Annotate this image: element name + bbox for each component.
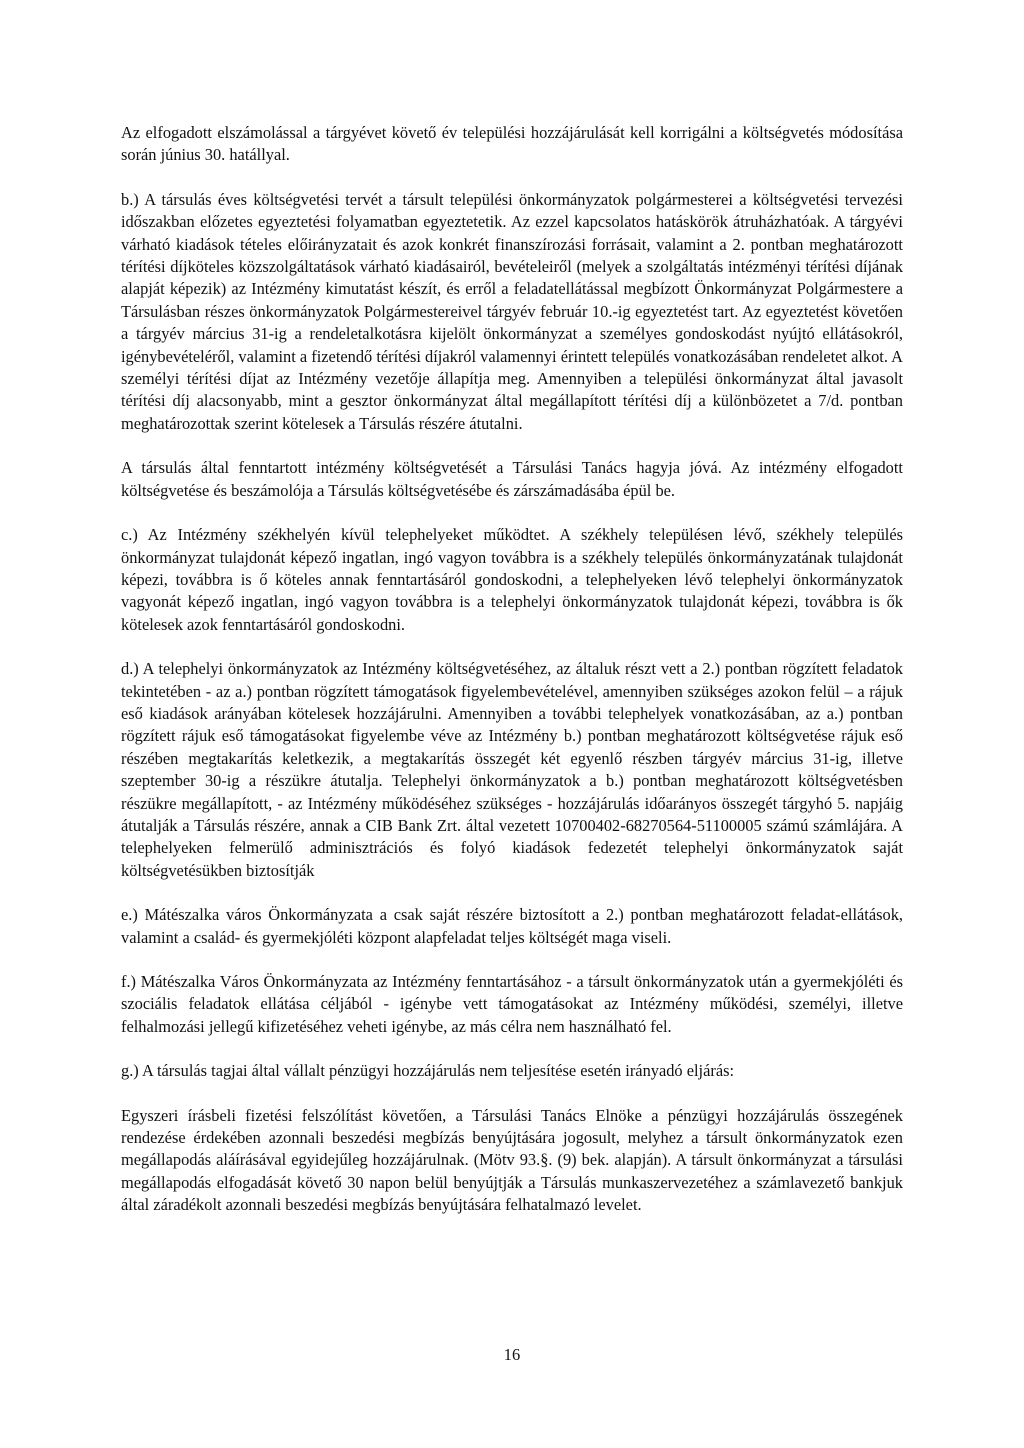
paragraph-intezmeny-koltsegvetes: A társulás által fenntartott intézmény költségvetését a Társulási Tanács hagyja jóvá. Az intézmény elfogadott költségvetése és beszámolója a Társulás költségvetésébe és zárszámadásába épül be. — [121, 458, 903, 500]
paragraph-g: g.) A társulás tagjai által vállalt pénzügyi hozzájárulás nem teljesítése esetén irányadó eljárás: — [121, 1061, 735, 1081]
paragraph-b: b.) A társulás éves költségvetési tervét a társult települési önkormányzatok polgármesterei a költségvetési tervezési időszakban előzetes egyeztetési folyamatban egyeztetetik. Az ezzel kapcsolatos hatáskörök átruházhatóak. A tárgyévi várható kiadások tételes előirányzatait és azok konkrét finanszírozási forrásait, valamint a 2. pontban meghatározott térítési díjköteles közszolgáltatások várható kiadásairól, bevételeiről (melyek a szolgáltatás intézményi térítési díjának alapját képezik) az Intézmény kimutatást készít, és erről a feladatellátással megbízott Önkormányzat Polgármestere a Társulásban részes önkormányzatok Polgármestereivel tárgyév február 10.-ig egyeztetést tart. Az egyeztetést követően a tárgyév március 31-ig a rendeletalkotásra kijelölt önkormányzat a személyes gondoskodást nyújtó ellátásokról, igénybevételéről, valamint a fizetendő térítési díjakról valamennyi érintett település vonatkozásában rendeletet alkot. A személyi térítési díjat az Intézmény vezetője állapítja meg. Amennyiben a települési önkormányzat által javasolt térítési díj alacsonyabb, mint a gesztor önkormányzat által megállapított térítési díj a különbözetet a 7/d. pontban meghatározottak szerint kötelesek a Társulás részére átutalni. — [121, 189, 903, 433]
paragraph-felszolitas: Egyszeri írásbeli fizetési felszólítást követően, a Társulási Tanács Elnöke a pénzügyi hozzájárulás összegének rendezése érdekében azonnali beszedési megbízás benyújtására jogosult, melyhez a társult önkormányzatok ezen megállapodás aláírásával egyidejűleg hozzájárulnak. (Mötv 93.§. (9) bek. alapján). A társult önkormányzat a társulási megállapodás elfogadását követő 30 napon belül benyújtják a Társulás munkaszervezetéhez a számlavezető bankjuk által záradékolt azonnali beszedési megbízás benyújtására felhatalmazó levelet. — [121, 1105, 903, 1215]
paragraph-e: e.) Mátészalka város Önkormányzata a csak saját részére biztosított a 2.) pontban meghatározott feladat-ellátások, valamint a család- és gyermekjóléti központ alapfeladat teljes költségét maga viseli. — [121, 905, 903, 947]
page-number: 16 — [503, 1345, 521, 1364]
paragraph-c: c.) Az Intézmény székhelyén kívül telephelyeket működtet. A székhely településen lévő, székhely település önkormányzat tulajdonát képező ingatlan, ingó vagyon továbbra is a székhely település önkormányzatának tulajdonát képezi, továbbra is ő köteles annak fenntartásáról gondoskodni, a telephelyeken lévő telephelyi önkormányzatok vagyonát képező ingatlan, ingó vagyon továbbra is a telephelyi önkormányzatok tulajdonát képezi, továbbra is ők kötelesek azok fenntartásáról gondoskodni. — [121, 525, 903, 634]
paragraph-d: d.) A telephelyi önkormányzatok az Intézmény költségvetéséhez, az általuk részt vett a 2.) pontban rögzített feladatok tekintetében - az a.) pontban rögzített támogatások figyelembevételével, amennyiben szükséges azokon felül – a rájuk eső kiadások arányában kötelesek hozzájárulni. Amennyiben a további telephelyek vonatkozásában, az a.) pontban rögzített rájuk eső támogatásokat figyelembe véve az Intézmény b.) pontban meghatározott költségvetése rájuk eső részében megtakarítás keletkezik, a megtakarítás összegét két egyenlő részben tárgyév március 31-ig, illetve szeptember 30-ig a részükre átutalja. Telephelyi önkormányzatok a b.) pontban meghatározott költségvetésben részükre megállapított, - az Intézmény működéséhez szükséges - hozzájárulás időarányos összegét tárgyhó 5. napjáig átutalják a Társulás részére, annak a CIB Bank Zrt. által vezetett 10700402-68270564-51100005 számú számlájára. A telephelyeken felmerülő adminisztrációs és folyó kiadások fedezetét telephelyi önkormányzatok saját költségvetésükben biztosítják — [121, 659, 903, 880]
paragraph-f: f.) Mátészalka Város Önkormányzata az Intézmény fenntartásához - a társult önkormányzatok után a gyermekjóléti és szociális feladatok ellátása céljából - igénybe vett támogatásokat az Intézmény működési, személyi, illetve felhalmozási jellegű kifizetéséhez veheti igénybe, az más célra nem használható fel. — [121, 972, 903, 1036]
paragraph-korrigalas: Az elfogadott elszámolással a tárgyévet követő év települési hozzájárulását kell korrigálni a költségvetés módosítása során június 30. hatállyal. — [121, 123, 903, 165]
document-body — [121, 122, 903, 1239]
